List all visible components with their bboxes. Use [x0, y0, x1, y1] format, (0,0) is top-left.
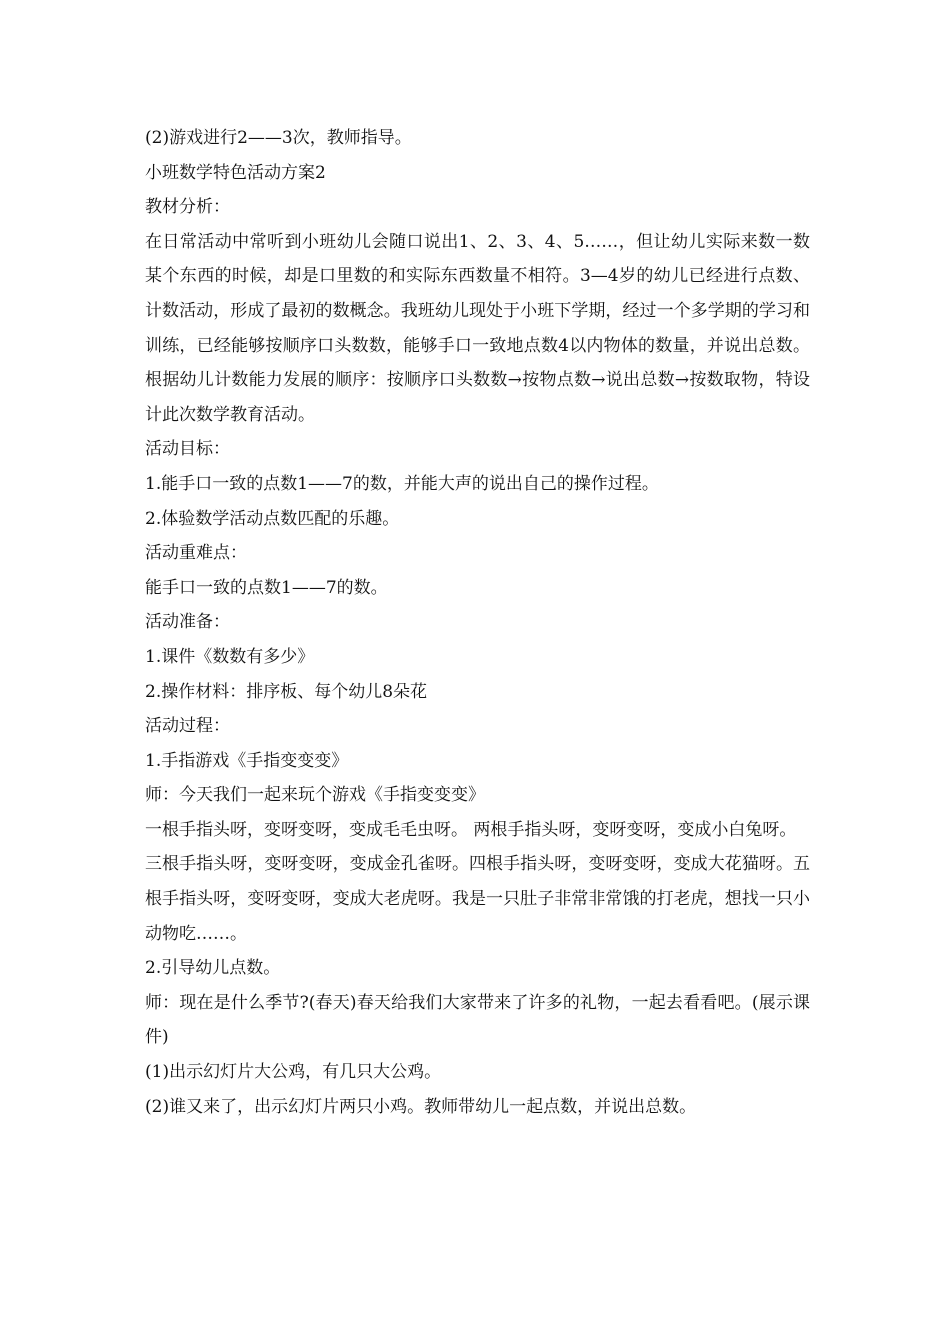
goal-item-1: 1.能手口一致的点数1——7的数，并能大声的说出自己的操作过程。: [145, 473, 659, 494]
heading-process: 活动过程：: [145, 716, 230, 737]
heading-preparation: 活动准备：: [145, 612, 230, 633]
finger-rhyme-1: 一根手指头呀，变呀变呀，变成毛毛虫呀。 两根手指头呀，变呀变呀，变成小白兔呀。: [145, 819, 797, 840]
process-step-2: 2.引导幼儿点数。: [145, 958, 281, 979]
slide-step-2: (2)谁又来了，出示幻灯片两只小鸡。教师带幼儿一起点数，并说出总数。: [145, 1096, 697, 1117]
paragraph-material-analysis: 在日常活动中常听到小班幼儿会随口说出1、2、3、4、5……，但让幼儿实际来数一数某个东西的时候，却是口里数的和实际东西数量不相符。3—4岁的幼儿已经进行点数、计数活动，形成了最初的数概念。我班幼儿现处于小班下学期，经过一个多学期的学习和训练，已经能够按顺序口头数数，能够手口一致地点数4以内物体的数量，并说出总数。根据幼儿计数能力发展的顺序：按顺序口头数数→按物点数→说出总数→按数取物，特设计此次数学教育活动。: [145, 231, 810, 425]
teacher-line-1: 师：今天我们一起来玩个游戏《手指变变变》: [145, 785, 485, 806]
heading-material-analysis: 教材分析：: [145, 197, 230, 218]
slide-step-1: (1)出示幻灯片大公鸡，有几只大公鸡。: [145, 1062, 442, 1083]
heading-key-points: 活动重难点：: [145, 543, 247, 564]
process-step-1: 1.手指游戏《手指变变变》: [145, 750, 349, 771]
heading-activity-goals: 活动目标：: [145, 439, 230, 460]
preparation-item-2: 2.操作材料：排序板、每个幼儿8朵花: [145, 681, 428, 702]
paragraph-game-repeat: (2)游戏进行2——3次，教师指导。: [145, 128, 412, 148]
section-title: 小班数学特色活动方案2: [145, 162, 326, 183]
document-body: [145, 121, 810, 1124]
teacher-line-2: 师：现在是什么季节?(春天)春天给我们大家带来了许多的礼物，一起去看看吧。(展示课件): [145, 992, 810, 1048]
preparation-item-1: 1.课件《数数有多少》: [145, 646, 315, 667]
finger-rhyme-2: 三根手指头呀，变呀变呀，变成金孔雀呀。四根手指头呀，变呀变呀，变成大花猫呀。五根手指头呀，变呀变呀，变成大老虎呀。我是一只肚子非常非常饿的打老虎，想找一只小动物吃……。: [145, 854, 810, 944]
paragraph-key-points: 能手口一致的点数1——7的数。: [145, 577, 388, 598]
goal-item-2: 2.体验数学活动点数匹配的乐趣。: [145, 508, 400, 529]
